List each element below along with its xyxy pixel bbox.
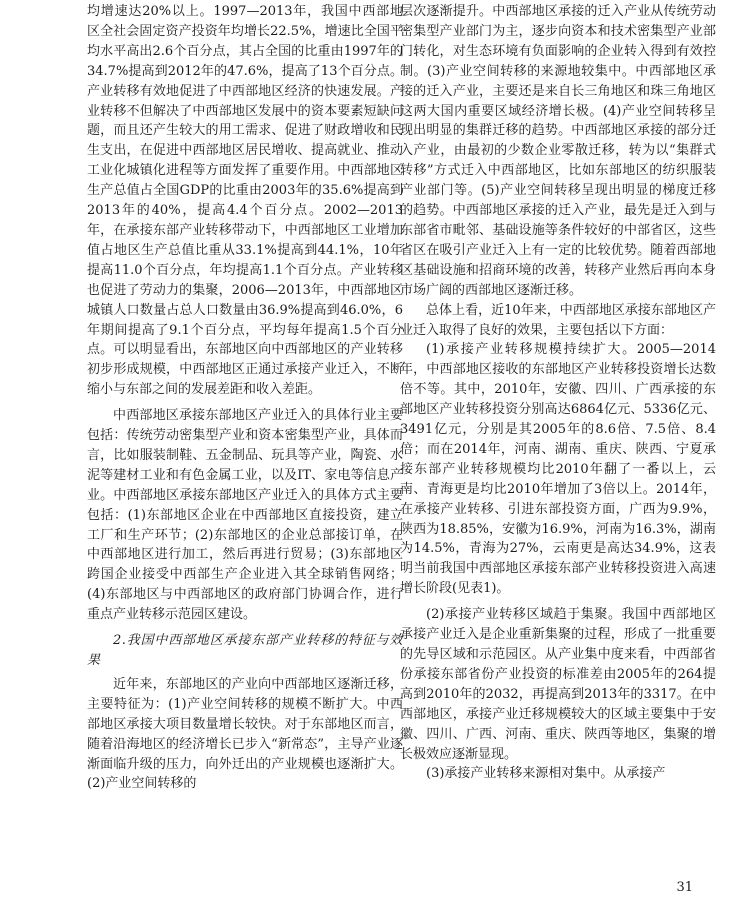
- section-heading: 2.我国中西部地区承接东部产业转移的特征与效果: [87, 633, 403, 668]
- page-number: 31: [676, 880, 693, 895]
- paragraph: (1)承接产业转移规模持续扩大。2005—2014年，中西部地区接收的东部地区产业转移投资增长达数倍不等。其中，2010年，安徽、四川、广西承接的东部地区产业转移投资分别高达6864亿元、5336亿元、3491亿元，分别是其2005年的8.6倍、7.5倍、8.4倍；而在2014年，河南、湖南、重庆、陕西、宁夏承接东部产业转移规模均比2010年翻了一番以上，云南、青海更是均比2010年增加了3倍以上。2014年，在承接产业转移、引进东部投资方面，广西为9.9%，陕西为18.85%，安徽为16.9%，河南为16.3%，湖南为14.5%，青海为27%，云南更是高达34.9%，这表明当前我国中西部地区承接东部产业转移投资进入高速增长阶段(见表1)。: [400, 342, 716, 597]
- paragraph: 中西部地区承接东部地区产业迁入的具体行业主要包括：传统劳动密集型产业和资本密集型产业，具体而言，比如服装制鞋、五金制品、玩具等产业，陶瓷、水泥等建材工业和有色金属工业，以及IT、家电等信息产业。中西部地区承接东部地区产业迁入的具体方式主要包括：(1)东部地区企业在中西部地区直接投资，建立工厂和生产环节；(2)东部地区的企业总部接订单，在中西部地区进行加工，然后再进行贸易；(3)东部地区跨国企业接受中西部生产企业进入其全球销售网络；(4)东部地区与中西部地区的政府部门协调合作，进行重点产业转移示范园区建设。: [87, 408, 403, 623]
- paragraph: 层次逐渐提升。中西部地区承接的迁入产业从传统劳动密集型产业部门为主，逐步向资本和技术密集型产业部门转化，对生态环境有负面影响的企业转入得到有效控制。(3)产业空间转移的来源地较集中。中西部地区承接的迁入产业，主要还是来自长三角地区和珠三角地区这两大国内重要区域经济增长极。(4)产业空间转移呈现出明显的集群迁移的趋势。中西部地区承接的部分迁入产业，由最初的少数企业零散迁移，转为以“集群式转移”方式迁入中西部地区，比如东部地区的纺织服装产业部门等。(5)产业空间转移呈现出明显的梯度迁移的趋势。中西部地区承接的迁入产业，最先是迁入到与东部省市毗邻、基础设施等条件较好的中部省区，这些省区在吸引产业迁入上有一定的比较优势。随着西部地区基础设施和招商环境的改善，转移产业然后再向本身市场广阔的西部地区逐渐迁移。: [400, 4, 716, 298]
- paragraph: (2)承接产业转移区域趋于集聚。我国中西部地区承接产业迁入是企业重新集聚的过程，形成了一批重要的先导区域和示范园区。从产业集中度来看，中西部省份承接东部省份产业投资的标准差由2005年的264提高到2010年的2032，再提高到2013年的3317。在中西部地区，承接产业迁移规模较大的区域主要集中于安徽、四川、广西、河南、重庆、陕西等地区，集聚的增长极效应逐渐显现。: [400, 607, 716, 762]
- paragraph: 近年来，东部地区的产业向中西部地区逐渐迁移，主要特征为：(1)产业空间转移的规模不断扩大。中西部地区承接大项目数量增长较快。对于东部地区而言，随着沿海地区的经济增长已步入“新常态”，主导产业逐渐面临升级的压力，向外迁出的产业规模也逐渐扩大。(2)产业空间转移的: [87, 676, 403, 792]
- paragraph: (3)承接产业转移来源相对集中。从承接产: [426, 766, 666, 782]
- right-column: [400, 2, 716, 784]
- left-column: [87, 2, 403, 794]
- paragraph: 总体上看，近10年来，中西部地区承接东部地区产业迁入取得了良好的效果，主要包括以下方面：: [400, 302, 716, 338]
- paragraph: 均增速达20%以上。1997—2013年，我国中西部地区全社会固定资产投资年均增长22.5%，增速比全国平均水平高出2.6个百分点，其占全国的比重由1997年的34.7%提高到2012年的47.6%，提高了13个百分点。产业转移有效地促进了中西部地区经济的快速发展。产业转移不但解决了中西部地区发展中的资本要素短缺问题，而且还产生较大的用工需求、促进了财政增收和民生支出，在促进中西部地区居民增收、提高就业、推动工业化城镇化进程等方面发挥了重要作用。中西部地区生产总值占全国GDP的比重由2003年的35.6%提高到2013年的40%，提高4.4个百分点。2002—2013年，在承接东部产业转移带动下，中西部地区工业增加值占地区生产总值比重从33.1%提高到44.1%，10年提高11.0个百分点，年均提高1.1个百分点。产业转移也促进了劳动力的集聚，2006—2013年，中西部地区城镇人口数量占总人口数量由36.9%提高到46.0%，6年期间提高了9.1个百分点，平均每年提高1.5个百分点。可以明显看出，东部地区向中西部地区的产业转移初步形成规模，中西部地区正通过承接产业迁入，不断缩小与东部之间的发展差距和收入差距。: [87, 4, 403, 398]
